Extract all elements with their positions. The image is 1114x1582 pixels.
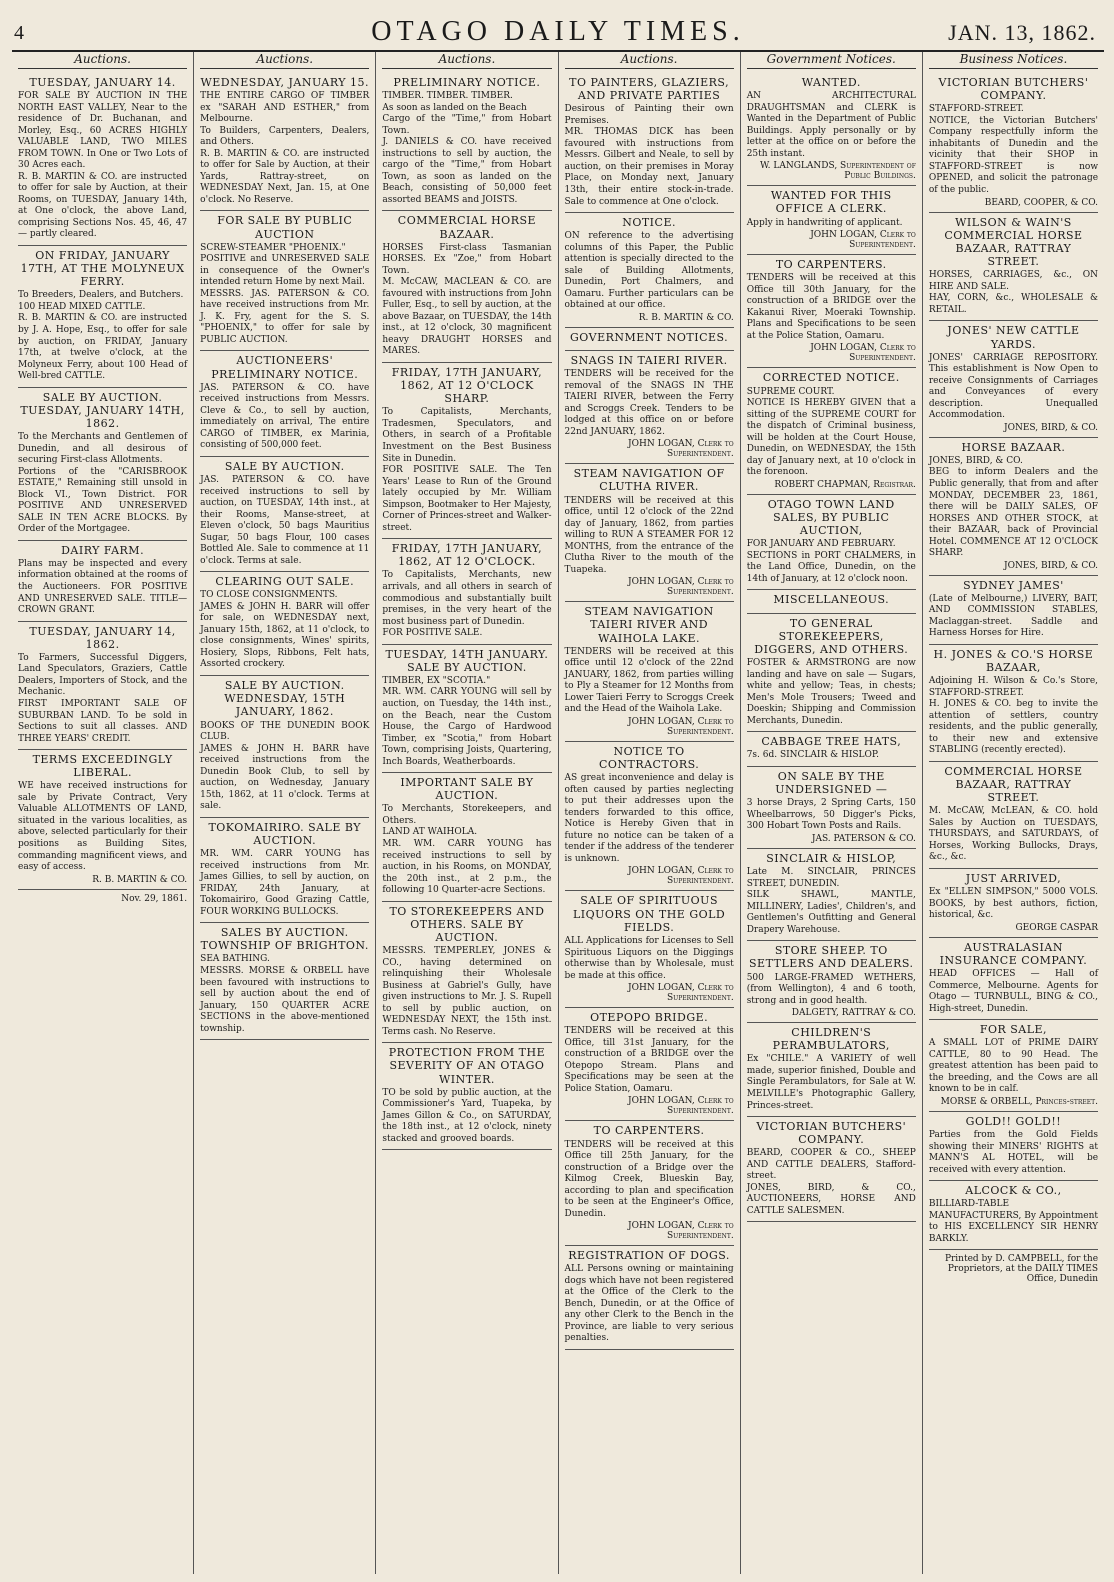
ad-body: AN ARCHITECTURAL DRAUGHTSMAN and CLERK is Wanted in the Department of Public Buildings. Apply personally or by letter at the office on or before the 25th instant.	[746, 91, 916, 159]
ad-body: HORSES, CARRIAGES, &c., ON HIRE AND SALE. HAY, CORN, &c., WHOLESALE & RETAIL.	[928, 270, 1099, 315]
advertisement	[200, 457, 369, 572]
advertisement	[929, 1181, 1098, 1250]
ad-heading: AUCTIONEERS' PRELIMINARY NOTICE.	[211, 354, 359, 381]
ad-signature: JOHN LOGAN, Clerk to Superintendent.	[628, 1221, 734, 1242]
ad-body: BOOKS OF THE DUNEDIN BOOK CLUB. JAMES & JOHN H. BARR have received instructions from the Dunedin Book Club, to sell by auction, on Wednesday, January 15th, 1862, at 11 o'clock. Terms at sale.	[200, 720, 370, 812]
ad-body: (Late of Melbourne,) LIVERY, BAIT, AND COMMISSION STABLES, Maclaggan-street. Saddle and Harness Horses for Hire.	[928, 593, 1099, 639]
news-column	[741, 52, 923, 1574]
ad-body: Late M. SINCLAIR, PRINCES STREET, DUNEDIN. SILK SHAWL, MANTLE, MILLINERY, Ladies', Children's, and Gentlemen's Outfitting and General Drapery Warehouse.	[746, 867, 916, 935]
advertisement	[747, 186, 916, 255]
ad-heading: SINCLAIR & HISLOP,	[766, 851, 897, 865]
ad-body: AS great inconvenience and delay is often caused by parties neglecting to put their addresses upon the tenders forwarded to this office, Notice is Hereby Given that in future no notice can be taken of a tender if the address of the tenderer is unknown.	[564, 773, 734, 864]
ad-heading: MISCELLANEOUS.	[773, 593, 890, 607]
ad-heading: STORE SHEEP. TO SETTLERS AND DEALERS.	[749, 944, 914, 971]
ad-heading: OTAGO TOWN LAND SALES, BY PUBLIC AUCTION,	[767, 497, 895, 538]
advertisement	[18, 622, 187, 751]
advertisement	[382, 73, 551, 211]
ad-signature: JOHN LOGAN, Clerk to Superintendent.	[628, 577, 734, 598]
ad-body: SCREW-STEAMER "PHOENIX." POSITIVE and UNRESERVED SALE in consequence of the Owner's intended return Home by next Mail. MESSRS. JAS. PATERSON & CO. have received instructions from Mr. J. K. Fry, agent for the S. S. "PHOENIX," to offer for sale by PUBLIC AUCTION.	[200, 242, 370, 345]
ad-body: 3 horse Drays, 2 Spring Carts, 150 Wheelbarrows, 50 Digger's Picks, 300 Hobart Town Posts and Rails.	[746, 798, 916, 832]
advertisement	[200, 572, 369, 676]
ad-body: HORSES First-class Tasmanian HORSES. Ex "Zoe," from Hobart Town. M. McCAW, MACLEAN & CO. are favoured with instructions from John Fuller, Esq., to sell by auction, at the above Bazaar, on TUESDAY, the 14th inst., at 12 o'clock, 30 magnificent heavy DRAUGHT HORSES and MARES.	[382, 242, 552, 357]
advertisement	[18, 388, 187, 541]
advertisement	[18, 541, 187, 622]
ad-body: TIMBER, EX "SCOTIA." MR. WM. CARR YOUNG will sell by auction, on Tuesday, the 14th inst., on the Beach, near the Custom House, the Cargo of Hardwood Timber, ex "Scotia," from Hobart Town, comprising Joists, Quartering, Inch Boards, Weatherboards.	[382, 675, 552, 767]
ad-heading: FOR SALE BY PUBLIC AUCTION	[217, 214, 353, 241]
news-column	[12, 52, 194, 1574]
printer-imprint: Printed by D. CAMPBELL, for the Proprietors, at the DAILY TIMES Office, Dunedin	[944, 1254, 1099, 1285]
ad-heading: TO GENERAL STOREKEEPERS, DIGGERS, AND OTHERS.	[754, 616, 909, 656]
ad-body: To Farmers, Successful Diggers, Land Speculators, Graziers, Cattle Dealers, Importers of Stock, and the Mechanic. FIRST IMPORTANT SALE OF SUBURBAN LAND. To be sold in Sections to suit all classes. AND THREE YEARS' CREDIT.	[18, 652, 188, 744]
ad-heading: CABBAGE TREE HATS,	[761, 735, 902, 749]
advertisement	[747, 73, 916, 186]
advertisement	[382, 539, 551, 644]
advertisement	[929, 869, 1098, 938]
ad-body: ALL Persons owning or maintaining dogs which have not been registered at the Office of the Clerk to the Bench, Dunedin, or at the Office of any other Clerk to the Bench in the Province, are liable to very serious penalties.	[564, 1264, 734, 1344]
ad-body: Apply in handwriting of applicant.	[746, 217, 903, 228]
ad-body: JAS. PATERSON & CO. have received instructions to sell by auction, on TUESDAY, 14th inst., at their Rooms, Manse-street, at Eleven o'clock, 50 bags Mauritius Sugar, 50 bags Flour, 100 cases Bottled Ale. Sale to commence at 11 o'clock. Terms at sale.	[200, 475, 370, 566]
column-header: Government Notices.	[747, 52, 916, 69]
news-column	[559, 52, 741, 1574]
ad-signature: JOHN LOGAN, Clerk to Superintendent.	[810, 343, 916, 364]
ad-body: To Capitalists, Merchants, new arrivals, and all others in search of commodious and substantially built premises, in the very heart of the most business part of Dunedin. FOR POSITIVE SALE.	[382, 570, 552, 639]
ad-body: ALL Applications for Licenses to Sell Spirituous Liquors on the Diggings otherwise than by Wholesale, must be made at this office.	[564, 935, 734, 981]
ad-body: JONES' CARRIAGE REPOSITORY. This establishment is Now Open to receive Consignments of Carriages and Conveyances of every description. Unequalled Accommodation.	[928, 352, 1099, 421]
ad-heading: SALE OF SPIRITUOUS LIQUORS ON THE GOLD FIELDS.	[572, 894, 726, 934]
ad-signature: MORSE & ORBELL, Princes-street.	[940, 1096, 1099, 1107]
advertisement	[382, 1043, 551, 1150]
ad-signature: JAS. PATERSON & CO.	[811, 833, 916, 844]
advertisement	[747, 495, 916, 591]
ad-heading: FRIDAY, 17TH JANUARY, 1862, AT 12 O'CLOCK.	[391, 542, 543, 569]
ad-body: TENDERS will be received at this Office till 25th January, for the construction of a Bridge over the Kilmog Creek, Blueskin Bay, according to plan and specification to be seen at the Engineer's Office, Dunedin.	[564, 1139, 734, 1219]
advertisement	[565, 602, 734, 742]
ad-signature: JOHN LOGAN, Clerk to Superintendent.	[628, 439, 734, 460]
column-header: Auctions.	[565, 52, 734, 69]
advertisement	[200, 818, 369, 923]
ad-heading: HORSE BAZAAR.	[961, 440, 1066, 454]
ad-heading: REGISTRATION OF DOGS.	[568, 1249, 730, 1263]
ad-body: SEA BATHING. MESSRS. MORSE & ORBELL have been favoured with instructions to sell by auction about the end of January, 150 QUARTER ACRE SECTIONS in the above-mentioned township.	[200, 954, 370, 1034]
ad-body: TENDERS will be received at this office until 12 o'clock of the 22nd JANUARY, 1862, from parties willing to Ply a Steamer for 12 Months from Lower Taieri Ferry to Scroggs Creek and the Head of the Waihola Lake.	[564, 646, 734, 715]
ad-heading: IMPORTANT SALE BY AUCTION.	[400, 776, 534, 803]
advertisement	[929, 576, 1098, 645]
newspaper-title: OTAGO DAILY TIMES.	[371, 16, 745, 47]
advertisement	[200, 676, 369, 818]
ad-heading: ON FRIDAY, JANUARY 17TH, AT THE MOLYNEUX FERRY.	[20, 248, 185, 289]
ad-heading: DAIRY FARM.	[61, 543, 145, 557]
ad-signature: JONES, BIRD, & CO.	[1004, 560, 1099, 571]
ad-body: TENDERS will be received at this Office, till 31st January, for the construction of a BRIDGE over the Otepopo Stream. Plans and Specifications may be seen at the Police Station, Oamaru.	[564, 1026, 734, 1094]
ad-heading: ALCOCK & CO.,	[965, 1184, 1062, 1198]
ad-body: TENDERS will be received for the removal of the SNAGS IN THE TAIERI RIVER, between the Ferry and Scroggs Creek. Tenders to be lodged at this office on or before 22nd JANUARY, 1862.	[564, 369, 734, 437]
column-header: Business Notices.	[929, 52, 1098, 69]
ad-heading: H. JONES & CO.'S HORSE BAZAAR,	[933, 647, 1094, 675]
ad-body: HEAD OFFICES — Hall of Commerce, Melbourne. Agents for Otago — TURNBULL, BING & CO., High-street, Dunedin.	[928, 969, 1099, 1014]
ad-body: To the Merchants and Gentlemen of Dunedin, and all desirous of securing First-class Allotments. Portions of the "CARISBROOK ESTATE," Remaining still unsold in Block VI., Town District. FOR POSITIVE AND UNRESERVED SALE IN TEN ACRE BLOCKS. By Order of the Mortgagee.	[18, 432, 188, 535]
ad-signature: DALGETY, RATTRAY & CO.	[791, 1008, 916, 1019]
advertisement	[382, 645, 551, 774]
advertisement	[200, 351, 369, 456]
news-column	[194, 52, 376, 1574]
ad-body: Plans may be inspected and every information obtained at the rooms of the Auctioneers. FOR POSITIVE AND UNRESERVED SALE. TITLE—CROWN GRANT.	[18, 558, 188, 616]
advertisement	[565, 351, 734, 464]
ad-body: Ex "CHILE." A VARIETY of well made, superior finished, Double and Single Perambulators, for Sale at W. MELVILLE's Photographic Gallery, Princes-street.	[746, 1054, 916, 1111]
ad-body: BEARD, COOPER & CO., SHEEP AND CATTLE DEALERS, Stafford-street. JONES, BIRD, & CO., AUCTIONEERS, HORSE AND CATTLE SALESMEN.	[746, 1148, 916, 1216]
ad-heading: COMMERCIAL HORSE BAZAAR.	[397, 214, 537, 241]
ad-heading: TUESDAY, JANUARY 14.	[29, 76, 176, 89]
ad-body: BILLIARD-TABLE MANUFACTURERS, By Appointment to HIS EXCELLENCY SIR HENRY BARKLY.	[928, 1199, 1099, 1244]
ad-body: JONES, BIRD, & CO. BEG to inform Dealers and the Public generally, that from and after MONDAY, DECEMBER 23, 1861, there will be DAILY SALES, OF HORSES AND OTHER STOCK, at their BAZAAR, back of Provincial Hotel. COMMENCE AT 12 O'CLOCK SHARP.	[928, 455, 1099, 559]
ad-body: JAS. PATERSON & CO. have received instructions from Messrs. Cleve & Co., to sell by auction, immediately on arrival, The entire CARGO of TIMBER, ex Marinia, consisting of 500,000 feet.	[200, 382, 370, 451]
ad-body: Parties from the Gold Fields showing their MINERS' RIGHTS at MANN'S AL HOTEL, will be received with every attention.	[928, 1130, 1099, 1175]
ad-heading: STEAM NAVIGATION TAIERI RIVER AND WAIHOLA LAKE.	[584, 605, 714, 645]
advertisement	[200, 211, 369, 351]
ad-heading: WANTED.	[801, 76, 861, 89]
advertisement	[929, 762, 1098, 869]
ad-heading: WILSON & WAIN'S COMMERCIAL HORSE BAZAAR, RATTRAY STREET.	[944, 215, 1083, 269]
column-header: Auctions.	[382, 52, 551, 69]
advertisement	[929, 1112, 1098, 1181]
advertisement	[565, 1008, 734, 1121]
ad-heading: SALE BY AUCTION. TUESDAY, JANUARY 14TH, 1862.	[20, 390, 185, 430]
column-header: Auctions.	[200, 52, 369, 69]
advertisement	[565, 1121, 734, 1246]
advertisement	[929, 1020, 1098, 1112]
ad-body: M. McCAW, McLEAN, & CO. hold Sales by Auction on TUESDAYS, THURSDAYS, and SATURDAYS, of Horses, Working Bullocks, Drays, &c., &c.	[928, 806, 1099, 863]
advertisement	[18, 246, 187, 388]
advertisement	[18, 73, 187, 246]
ad-heading: CORRECTED NOTICE.	[762, 371, 900, 385]
ad-heading: NOTICE.	[622, 216, 676, 230]
ad-heading: CLEARING OUT SALE.	[215, 575, 355, 589]
ad-heading: JUST ARRIVED,	[965, 871, 1062, 885]
ad-signature: JOHN LOGAN, Clerk to Superintendent.	[628, 716, 734, 737]
advertisement	[747, 849, 916, 941]
ad-signature: W. LANGLANDS, Superintendent of Public Buildings.	[759, 161, 916, 182]
ad-heading: OTEPOPO BRIDGE.	[590, 1011, 709, 1025]
ad-body: WE have received instructions for sale by Private Contract, Very Valuable ALLOTMENTS OF LAND, situated in the various localities, as above, selected particularly for their positions as Building Sites, commanding magnificent views, and easy of access.	[18, 781, 188, 873]
ad-heading: SYDNEY JAMES'	[963, 578, 1064, 592]
advertisement	[929, 213, 1098, 322]
ad-body: To Merchants, Storekeepers, and Others. LAND AT WAIHOLA. MR. WM. CARR YOUNG has received instructions to sell by auction, in his Rooms, on MONDAY, the 20th inst., at 2 p.m., the following 10 Quarter-acre Sections.	[382, 804, 552, 896]
ad-body: SUPREME COURT. NOTICE IS HEREBY GIVEN that a sitting of the SUPREME COURT for the dispatch of Criminal business, will be holden at the Court House, Dunedin, on WEDNESDAY, the 15th day of January next, at 10 o'clock in the forenoon.	[746, 386, 916, 478]
ad-signature: JOHN LOGAN, Clerk to Superintendent.	[810, 230, 916, 251]
advertisement	[565, 73, 734, 213]
advertisement	[565, 464, 734, 602]
advertisement	[747, 1117, 916, 1222]
ad-body: ON reference to the advertising columns of this Paper, the Public attention is specially directed to the sale of Building Allotments, Dunedin, Port Chalmers, and Oamaru. Further particulars can be obtained at our office.	[564, 231, 734, 311]
ad-signature: R. B. MARTIN & CO.	[638, 312, 734, 323]
advertisement	[747, 1023, 916, 1117]
ad-heading: VICTORIAN BUTCHERS' COMPANY.	[756, 1120, 907, 1147]
ad-heading: SALE BY AUCTION. WEDNESDAY, 15TH JANUARY, 1862.	[224, 678, 346, 719]
ad-body: TENDERS will be received at this Office till 30th January, for the construction of a BRIDGE over the Kakanui River, Moeraki Township. Plans and Specifications to be seen at the Police Station, Oamaru.	[746, 273, 916, 341]
advertisement	[565, 742, 734, 892]
advertisement	[747, 614, 916, 733]
ad-signature: JOHN LOGAN, Clerk to Superintendent.	[628, 1096, 734, 1117]
advertisement	[382, 363, 551, 539]
ad-heading: COMMERCIAL HORSE BAZAAR, RATTRAY STREET.	[944, 764, 1083, 805]
ad-heading: CHILDREN'S PERAMBULATORS,	[772, 1026, 890, 1053]
ad-body: Adjoining H. Wilson & Co.'s Store, STAFFORD-STREET. H. JONES & CO. beg to invite the attention of settlers, country residents, and the public generally, to their new and extensive STABLING (recently erected).	[928, 676, 1099, 756]
ad-body: A SMALL LOT of PRIME DAIRY CATTLE, 80 to 90 Head. The greatest attention has been paid to the breeding, and the Cows are all known to be in calf.	[928, 1038, 1099, 1095]
ad-body: To Capitalists, Merchants, Tradesmen, Speculators, and Others, in search of a Profitable Investment on the Best Business Site in Dunedin. FOR POSITIVE SALE. The Ten Years' Lease to Run of the Ground lately occupied by Mr. William Simpson, Bootmaker to Her Majesty, Corner of Princes-street and Walker-street.	[382, 407, 552, 533]
ad-heading: STEAM NAVIGATION OF CLUTHA RIVER.	[573, 467, 725, 494]
news-column	[923, 52, 1104, 1574]
ad-heading: SALES BY AUCTION. TOWNSHIP OF BRIGHTON.	[200, 926, 369, 953]
advertisement	[565, 328, 734, 351]
advertisement	[747, 732, 916, 767]
ad-signature: JONES, BIRD, & CO.	[1004, 422, 1099, 433]
ad-heading: WANTED FOR THIS OFFICE A CLERK.	[770, 189, 892, 216]
ad-signature: R. B. MARTIN & CO.	[92, 874, 188, 885]
ad-body: FOR JANUARY AND FEBRUARY. SECTIONS in PORT CHALMERS, in the Land Office, Dunedin, on the 14th of January, at 12 o'clock noon.	[746, 539, 916, 584]
ad-body: TIMBER. TIMBER. TIMBER. As soon as landed on the Beach Cargo of the "Time," from Hobart Town. J. DANIELS & CO. have received instructions to sell by auction, the cargo of the "Time," from Hobart Town, as soon as landed on the Beach, consisting of 50,000 feet assorted BEAMS and JOISTS.	[382, 91, 552, 205]
advertisement	[929, 438, 1098, 576]
advertisement	[929, 938, 1098, 1020]
ad-heading: TO STOREKEEPERS AND OTHERS. SALE BY AUCTION.	[389, 904, 545, 944]
advertisement	[200, 73, 369, 211]
ad-body: TENDERS will be received at this office, until 12 o'clock of the 22nd day of January, 1862, from parties willing to RUN A STEAMER FOR 12 MONTHS, from the entrance of the Clutha River to the mouth of the Tuapeka.	[564, 495, 734, 575]
ad-body: 7s. 6d. SINCLAIR & HISLOP.	[746, 750, 880, 761]
ad-body: THE ENTIRE CARGO OF TIMBER ex "SARAH AND ESTHER," from Melbourne. To Builders, Carpenters, Dealers, and Others. R. B. MARTIN & CO. are instructed to offer for Sale by Auction, at their Yards, Rattray-street, on WEDNESDAY Next, Jan. 15, at One o'clock. No Reserve.	[200, 91, 370, 205]
ad-heading: VICTORIAN BUTCHERS' COMPANY.	[938, 76, 1089, 103]
advertisement	[929, 73, 1098, 213]
ad-signature: GEORGE CASPAR	[1015, 922, 1099, 933]
ad-heading: TO CARPENTERS.	[775, 258, 887, 272]
ad-body: 500 LARGE-FRAMED WETHERS, (from Wellington), 4 and 6 tooth, strong and in good health.	[746, 972, 916, 1006]
ad-heading: SNAGS IN TAIERI RIVER.	[570, 354, 728, 367]
ad-body: TO be sold by public auction, at the Commissioner's Yard, Tuapeka, by James Gillon & Co., on SATURDAY, the 18th inst., at 12 o'clock, ninety stacked and grooved boards.	[382, 1087, 552, 1144]
advertisement	[929, 321, 1098, 437]
ad-heading: ON SALE BY THE UNDERSIGNED —	[775, 769, 888, 797]
ad-heading: TERMS EXCEEDINGLY LIBERAL.	[32, 753, 173, 780]
advertisement	[382, 773, 551, 902]
advertisement	[747, 368, 916, 494]
ad-heading: TUESDAY, JANUARY 14, 1862.	[29, 624, 176, 651]
ad-body: MESSRS. TEMPERLEY, JONES & CO., having determined on relinquishing their Wholesale Business at Gabriel's Gully, have given instructions to Mr. J. S. Rupell to sell by public auction, on WEDNESDAY NEXT, the 15th inst. Terms cash. No Reserve.	[382, 946, 552, 1037]
ad-signature: JOHN LOGAN, Clerk to Superintendent.	[628, 983, 734, 1004]
advertisement	[382, 902, 551, 1044]
ad-body: FOSTER & ARMSTRONG are now landing and have on sale — Sugars, white and yellow; Teas, in chests; Men's Mole Trousers; Tweed and Doeskin; Shipping and Commission Merchants, Dunedin.	[746, 658, 916, 726]
ad-heading: TOKOMAIRIRO. SALE BY AUCTION.	[208, 820, 362, 847]
ad-heading: TUESDAY, 14TH JANUARY. SALE BY AUCTION.	[385, 647, 549, 674]
ad-body: Desirous of Painting their own Premises. MR. THOMAS DICK has been favoured with instructions from Messrs. Gilbert and Neale, to sell by auction, on their premises in Moray Place, on Monday next, January 13th, their entire stock-in-trade. Sale to commence at One o'clock.	[564, 104, 734, 207]
ad-signature: ROBERT CHAPMAN, Registrar.	[774, 479, 916, 490]
ad-heading: PROTECTION FROM THE SEVERITY OF AN OTAGO WINTER.	[388, 1046, 546, 1086]
ad-heading: JONES' NEW CATTLE YARDS.	[947, 324, 1080, 351]
ad-body: STAFFORD-STREET. NOTICE, the Victorian Butchers' Company respectfully inform the inhabitants of Dunedin and the vicinity that their SHOP in STAFFORD-STREET is now OPENED, and solicit the patronage of the public.	[928, 104, 1099, 195]
ad-heading: WEDNESDAY, JANUARY 15.	[200, 76, 370, 89]
advertisement	[382, 211, 551, 363]
advertisement	[565, 891, 734, 1008]
issue-date: JAN. 13, 1862.	[948, 20, 1096, 45]
advertisement	[747, 590, 916, 613]
ad-heading: FOR SALE,	[979, 1023, 1048, 1037]
advertisement	[747, 255, 916, 368]
ad-heading: GOLD!! GOLD!!	[965, 1114, 1062, 1128]
advertisement	[18, 750, 187, 890]
ad-body: Ex "ELLEN SIMPSON," 5000 VOLS. BOOKS, by best authors, fiction, historical, &c.	[928, 887, 1099, 921]
ad-body: TO CLOSE CONSIGNMENTS. JAMES & JOHN H. BARR will offer for sale, on WEDNESDAY next, January 15th, 1862, at 11 o'clock, to close consignments, Wines' spirits, Hosiery, Slops, Ribbons, Felt hats, Assorted crockery.	[200, 590, 370, 670]
masthead	[12, 12, 1104, 52]
ad-heading: SALE BY AUCTION.	[224, 459, 345, 473]
ad-body: FOR SALE BY AUCTION IN THE NORTH EAST VALLEY, Near to the residence of Dr. Buchanan, and Morley, Esq., 60 ACRES HIGHLY VALUABLE LAND, TWO MILES FROM TOWN. In One or Two Lots of 30 Acres each. R. B. MARTIN & CO. are instructed to offer for sale by Auction, at their Rooms, on TUESDAY, January 14th, at One o'clock, the above Land, comprising Sections Nos. 45, 46, 47 — partly cleared.	[18, 91, 188, 240]
advertisement	[929, 645, 1098, 762]
page-number: 4	[14, 22, 24, 44]
footer-date: Nov. 29, 1861.	[121, 893, 188, 904]
ad-heading: AUSTRALASIAN INSURANCE COMPANY.	[939, 940, 1088, 967]
advertisement	[200, 923, 369, 1040]
column-header: Auctions.	[18, 52, 187, 69]
advertisement	[565, 213, 734, 328]
advertisement	[565, 1246, 734, 1350]
ad-heading: TO CARPENTERS.	[593, 1124, 705, 1138]
ad-heading: PRELIMINARY NOTICE.	[393, 76, 541, 89]
ad-body: To Breeders, Dealers, and Butchers. 100 HEAD MIXED CATTLE. R. B. MARTIN & CO. are instructed by J. A. Hope, Esq., to offer for sale by auction, on FRIDAY, January 17th, at twelve o'clock, at the Molyneux Ferry, about 100 Head of Well-bred CATTLE.	[18, 290, 188, 382]
columns-container	[12, 52, 1104, 1574]
ad-signature: JOHN LOGAN, Clerk to Superintendent.	[628, 866, 734, 887]
advertisement	[747, 767, 916, 849]
ad-heading: NOTICE TO CONTRACTORS.	[598, 744, 700, 772]
ad-heading: GOVERNMENT NOTICES.	[570, 330, 729, 344]
advertisement	[747, 941, 916, 1023]
ad-signature: BEARD, COOPER, & CO.	[984, 197, 1099, 208]
ad-heading: FRIDAY, 17TH JANUARY, 1862, AT 12 O'CLOCK SHARP.	[391, 365, 543, 406]
ad-heading: TO PAINTERS, GLAZIERS, AND PRIVATE PARTIES	[569, 76, 730, 103]
news-column	[376, 52, 558, 1574]
ad-body: MR. WM. CARR YOUNG has received instructions from Mr. James Gillies, to sell by auction, on FRIDAY, 24th January, at Tokomairiro, Good Grazing Cattle, FOUR WORKING BULLOCKS.	[200, 849, 370, 917]
